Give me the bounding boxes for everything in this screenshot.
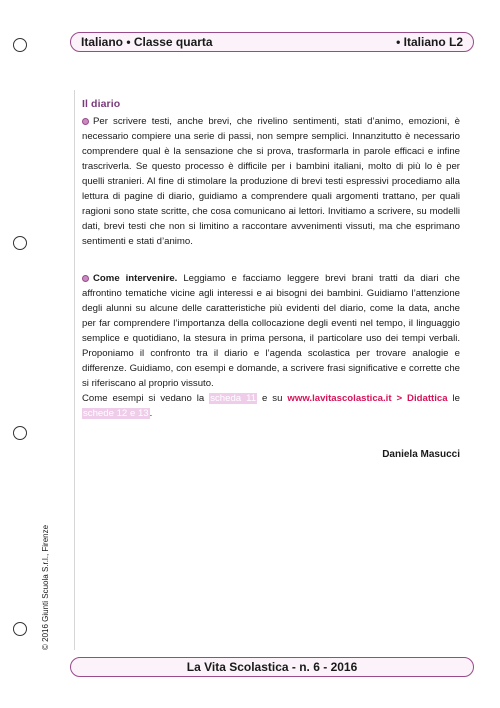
examples-mid: e su (257, 393, 288, 404)
section-title: Il diario (82, 98, 121, 110)
header-left: Italiano • Classe quarta (81, 35, 213, 49)
examples-pre: Come esempi si vedano la (82, 393, 210, 404)
examples-end: . (149, 408, 153, 419)
binder-hole-4 (13, 622, 27, 636)
page-header (70, 32, 474, 52)
schede-12-13-ref[interactable]: schede 12 e 13 (83, 408, 149, 419)
margin-line (74, 90, 75, 650)
scheda-11-ref[interactable]: scheda 11 (210, 393, 257, 404)
paragraph-2-lead: Come intervenire. (93, 273, 178, 284)
copyright-notice: © 2016 Giunti Scuola S.r.l., Firenze (41, 524, 50, 650)
examples-line (82, 391, 460, 421)
website-link[interactable]: www.lavitascolastica.it > Didattica (287, 393, 448, 404)
paragraph-1-text: Per scrivere testi, anche brevi, che rivelino sentimenti, stati d’animo, emozioni, è necessario compiere una serie di passi, non sempre semplici. Innanzitutto è necessario comprendere qual è la sensazione che si prova, trasformarla in parole efficaci e infine trascriverla. Se questo processo è difficile per i bambini italiani, molto di più lo è per quelli stranieri. Al fine di stimolare la produzione di brevi testi espressivi procediamo alla lettura di pagine di diario, guidiamo a comprendere quali argomenti trattano, per quali ragioni sono state scritte, che cosa comunicano ai lettori. Invitiamo a scrivere, su modelli dati, brevi testi che non si limitino a raccontare avvenimenti vissuti, ma che esprimano sentimenti e stati d’animo. (82, 116, 460, 247)
page-footer: La Vita Scolastica - n. 6 - 2016 (70, 657, 474, 677)
paragraph-2 (82, 271, 460, 391)
header-right: • Italiano L2 (396, 35, 463, 49)
bullet-icon (82, 118, 89, 125)
author-signature: Daniela Masucci (382, 449, 460, 460)
binder-hole-2 (13, 236, 27, 250)
paragraph-2-text: Leggiamo e facciamo leggere brevi brani tratti da diari che affrontino tematiche vicine agli interessi e ai bisogni dei bambini. Guidiamo l’attenzione degli alunni su alcune delle caratteristiche più evidenti del diario, come la data, anche per far comprendere l’importanza della collocazione degli eventi nel tempo, il linguaggio semplice e quotidiano, la stesura in prima persona, il particolare uso dei tempi verbali. Proponiamo il confronto tra il diario e l’agenda scolastica per trovare analogie e differenze. Guidiamo, con esempi e domande, a scrivere frasi significative e corrette che si riferiscano al proprio vissuto. (82, 273, 461, 389)
binder-hole-1 (13, 38, 27, 52)
bullet-icon (82, 275, 89, 282)
article-body (82, 97, 460, 462)
paragraph-1 (82, 114, 460, 249)
examples-and: le (447, 393, 461, 404)
binder-hole-3 (13, 426, 27, 440)
